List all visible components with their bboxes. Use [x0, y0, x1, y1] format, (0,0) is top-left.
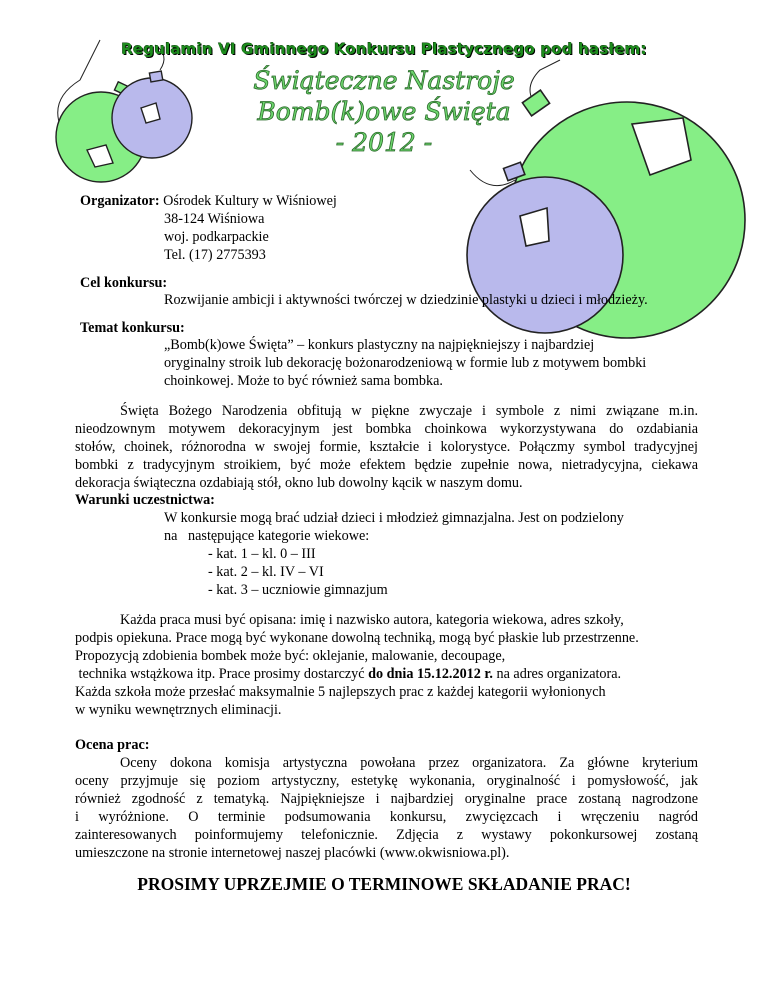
theme-label: Temat konkursu: [80, 320, 185, 336]
submission-line: podpis opiekuna. Prace mogą być wykonane dowolną techniką, mogą być płaskie lub przestrzenne. [75, 630, 639, 646]
deadline-date: do dnia 15.12.2012 r. [368, 666, 493, 682]
evaluation-label: Ocena prac: [75, 737, 150, 753]
intro-line: dekoracja świąteczna ozdabiają stół, okno lub dowolny kącik w naszym domu. [75, 475, 523, 491]
theme-line: choinkowej. Może to być również sama bombka. [164, 373, 443, 389]
title-line-2: Bomb(k)owe Święta [257, 97, 511, 126]
closing-request: PROSIMY UPRZEJMIE O TERMINOWE SKŁADANIE PRAC! [137, 874, 631, 894]
goal-label: Cel konkursu: [80, 275, 168, 291]
submission-line: Każda praca musi być opisana: imię i nazwisko autora, kategoria wiekowa, adres szkoły, [120, 612, 624, 628]
goal-text: Rozwijanie ambicji i aktywności twórczej w dziedzinie plastyki u dzieci i młodzieży. [164, 292, 648, 308]
age-category: - kat. 2 – kl. IV – VI [208, 564, 324, 580]
evaluation-line: i wyróżnione. O terminie podsumowania konkursu, zwycięzcach i wręczeniu nagród [75, 809, 698, 825]
organizer-label: Organizator: [80, 193, 160, 209]
intro-line: nieodzownym motywem dekoracyjnym jest bombka choinkowa wykorzystywana do ozdabiania [75, 421, 698, 437]
age-category: - kat. 3 – uczniowie gimnazjum [208, 582, 388, 598]
intro-line: bombki z tradycyjnym stroikiem, być może efektem będzie zupełnie nowa, nietradycyjna, ciekawa [75, 457, 698, 473]
theme-line: oryginalny stroik lub dekorację bożonarodzeniową w formie lub z motywem bombki [164, 355, 647, 371]
submission-text: technika wstążkowa itp. Prace prosimy dostarczyć [75, 666, 369, 682]
submission-line: Propozycją zdobienia bombek może być: oklejanie, malowanie, decoupage, [75, 648, 506, 664]
organizer-name: Ośrodek Kultury w Wiśniowej [163, 193, 337, 209]
organizer-postal: 38-124 Wiśniowa [164, 211, 265, 227]
regulation-heading: Regulamin VI Gminnego Konkursu Plastycznego pod hasłem: [121, 40, 647, 58]
intro-line: stołów, choinek, różnorodna w swojej formie, kształcie i kolorystyce. Połączmy symbol tradycyjnej [75, 439, 698, 455]
organizer-section [80, 193, 337, 211]
evaluation-line: zainteresowanych poinformujemy telefonicznie. Zdjęcia z wystawy pokonkursowej zostaną [75, 827, 698, 843]
evaluation-line: umieszczone na stronie internetowej naszej placówki (www.okwisniowa.pl). [75, 845, 510, 861]
age-category: - kat. 1 – kl. 0 – III [208, 546, 316, 562]
submission-line: Każda szkoła może przesłać maksymalnie 5 najlepszych prac z każdej kategorii wyłonionych [75, 684, 606, 700]
title-year: - 2012 - [335, 128, 433, 157]
submission-deadline-line [75, 666, 621, 684]
theme-line: „Bomb(k)owe Święta” – konkurs plastyczny na najpiękniejszy i najbardziej [164, 337, 595, 353]
conditions-label: Warunki uczestnictwa: [75, 492, 215, 508]
conditions-line: na następujące kategorie wiekowe: [164, 528, 370, 544]
conditions-line: W konkursie mogą brać udział dzieci i młodzież gimnazjalna. Jest on podzielony [164, 510, 624, 526]
organizer-phone: Tel. (17) 2775393 [164, 247, 266, 263]
intro-line: Święta Bożego Narodzenia obfitują w piękne zwyczaje i symbole z nimi związane m.in. [120, 403, 698, 419]
submission-line: w wyniku wewnętrznych eliminacji. [75, 702, 282, 718]
organizer-region: woj. podkarpackie [164, 229, 269, 245]
title-line-1: Świąteczne Nastroje [253, 66, 515, 95]
evaluation-line: Oceny dokona komisja artystyczna powołana przez organizatora. Za główne kryterium [120, 755, 698, 771]
submission-text: na adres organizatora. [492, 666, 622, 682]
evaluation-line: również zgodność z tematyką. Najpiękniejsze i najbardziej oryginalne prace zostaną nagrodzone [75, 791, 698, 807]
evaluation-line: oceny przyjmuje się poziom artystyczny, estetykę wykonania, oryginalność i pomysłowość, jak [75, 773, 698, 789]
